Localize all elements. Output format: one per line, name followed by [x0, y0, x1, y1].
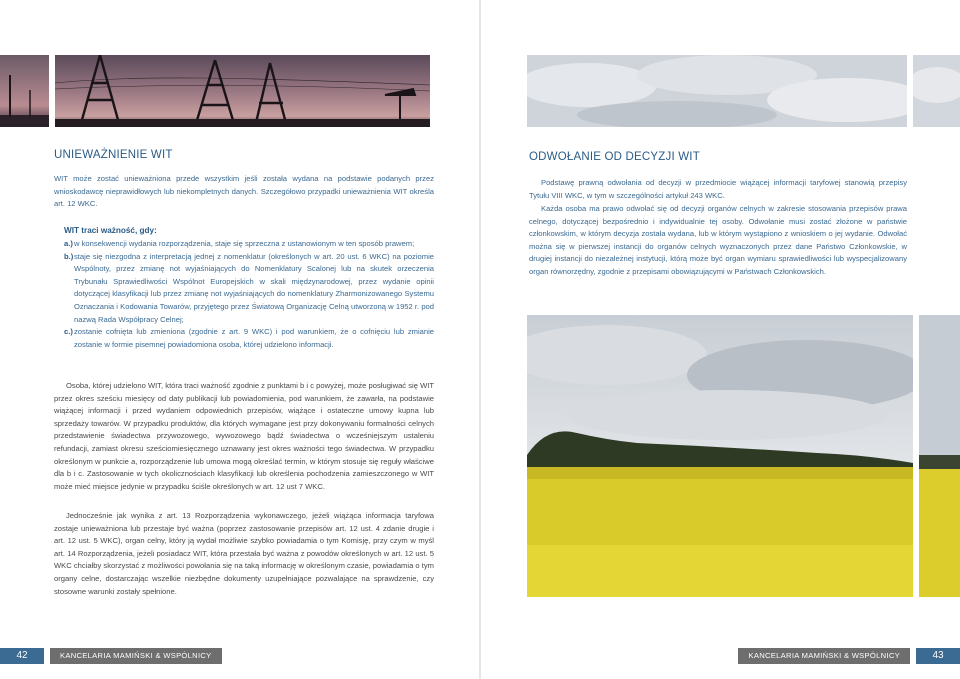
regulation-paragraph: Jednocześnie jak wynika z art. 13 Rozporządzenia wykonawczego, jeżeli wiążąca informacja taryfowa zostaje unieważniona lub przestaje być ważna (poprzez zastosowanie przepisów art. 12 ust. 4 zdanie drugie i art. 12 ust. 5 WKC), organ celny, który ją wydał możliwie szybko powiadamia o tym Komisję, przy czym w myśl art. 14 Rozporządzenia, jeżeli posiadacz WIT, która przestała być ważna z powodów określonych w art. 12 ust. 5 WKC chciałby skorzystać z możliwości powołania się na taką informację w określonym czasie, powiadamia o tym organy celne, dostarczając wszelkie niezbędne dokumenty uzupełniające pozwalające na sprawdzenie, czy stosowne warunki zostały spełnione.	[54, 511, 434, 596]
list-text: zostanie cofnięta lub zmieniona (zgodnie z art. 9 WKC) i pod warunkiem, że o cofnięciu lub zmianie zostanie w formie pisemnej powiadomiona osoba, której udzielono informacji.	[74, 327, 434, 349]
list-text: w konsekwencji wydania rozporządzenia, staje się sprzeczna z ustanowionym w ten sposób prawem;	[74, 239, 415, 248]
appeal-basis-paragraph: Podstawę prawną odwołania od decyzji w przedmiocie wiążącej informacji taryfowej stanowią przepisy Tytułu VIII WKC, w tym w szczególności artykuł 243 WKC.	[529, 178, 907, 200]
section-heading-invalidation: UNIEWAŻNIENIE WIT	[54, 149, 173, 161]
rapeseed-field-photo	[527, 315, 913, 597]
footer-right	[738, 648, 960, 664]
list-marker: a.)	[64, 239, 73, 248]
section-heading-appeal: ODWOŁANIE OD DECYZJI WIT	[529, 151, 700, 163]
list-marker: c.)	[64, 327, 73, 337]
grace-period-paragraph: Osoba, której udzielono WIT, która traci ważność zgodnie z punktami b i c powyżej, może posługiwać się WIT przez okres sześciu miesięcy od daty publikacji lub powiadomienia, pod warunkiem, że zawarła, na podstawie wiążącej informacji i przed wydaniem odpowiednich przepisów, wiążące i ostateczne umowy kupna lub sprzedaży towarów. W przypadku produktów, dla których wymagane jest przy dokonywaniu formalności celnych przedstawienie świadectwa przywozowego, wywozowego bądź świadectwa o wcześniejszym ustaleniu refundacji, zamiast okresu sześciomiesięcznego uznawany jest okres ważności tego świadectwa. W przypadku określonym w punkcie a, rozporządzenie lub umowa mogą określać termin, w którym stosuje się reguły właściwe dla b i c. Zastosowanie w tych okolicznościach klasyfikacji lub określenia pochodzenia zamieszczonego w WIT może mieć miejsce jedynie w przypadku ściśle określonych w art. 12 ust 7 WKC.	[54, 381, 434, 491]
intro-paragraph: WIT może zostać unieważniona przede wszystkim jeśli została wydana na podstawie podanych przez wnioskodawcę nieprawidłowych lub niekompletnych danych. Szczegółowo przypadki unieważnienia WIT określa art. 12 WKC.	[54, 174, 434, 209]
page-number-left: 42	[0, 648, 44, 664]
list-item	[64, 238, 434, 251]
subheading-validity: WIT traci ważność, gdy:	[64, 226, 157, 235]
validity-list	[64, 238, 434, 351]
appeal-rights-paragraph: Każda osoba ma prawo odwołać się od decyzji organów celnych w zakresie stosowania przepisów prawa celnego, dotyczącej bezpośrednio i indywidualnie tej osoby. Odwołanie musi zostać złożone w państwie członkowskim, w którym decyzja została wydana, lub w którym wystąpiono z wnioskiem o jej wydanie. Odwołać można się w pierwszej instancji do organów celnych wyznaczonych przez dane Państwo Członkowskie, w drugiej instancji do niezależnej instytucji, którą może być organ wymiaru sprawiedliwości lub wyspecjalizowany organ równorzędny, zgodnie z przepisami obowiązującymi w Państwach Członkowskich.	[529, 204, 907, 276]
list-item	[64, 326, 434, 351]
list-item	[64, 251, 434, 327]
rapeseed-field-photo-small	[919, 315, 960, 597]
sky-photo-small	[913, 55, 960, 127]
firm-name-right: KANCELARIA MAMIŃSKI & WSPÓLNICY	[738, 648, 910, 664]
oil-derrick-photo	[55, 55, 430, 127]
list-marker: b.)	[64, 251, 74, 261]
right-page	[481, 0, 960, 679]
firm-name-left: KANCELARIA MAMIŃSKI & WSPÓLNICY	[50, 648, 222, 664]
list-text: staje się niezgodna z interpretacją jednej z nomenklatur (określonych w art. 20 ust. 6 WKC) na poziomie Wspólnoty, przez zmianę not wyjaśniających do Nomenklatury Scalonej lub na skutek orzeczenia Trybunału Sprawiedliwości Wspólnot Europejskich w skali międzynarodowej, przez wydanie opinii dotyczącej klasyfikacji lub przez zmianę not wyjaśniających do nomenklatury Zharmonizowanego Systemu Oznaczania i Kodowania Towarów, przyjętego przez Światową Organizację Celną utworzoną w 1952 r. pod nazwą Rada Współpracy Celnej;	[74, 251, 434, 324]
left-page	[0, 0, 479, 679]
page-number-right: 43	[916, 648, 960, 664]
sky-photo	[527, 55, 907, 127]
oil-field-photo	[0, 55, 49, 127]
footer-left	[0, 648, 222, 664]
